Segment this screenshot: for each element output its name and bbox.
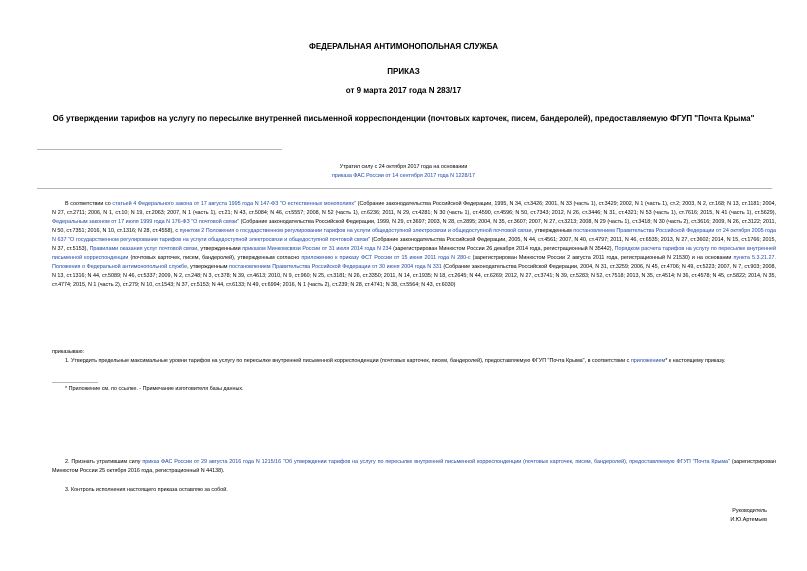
item-2: 2. Признать утратившим силу приказ ФАС России от 29 августа 2016 года N 1215/16 "Об утверждении тарифов на услугу по пересылке внутренней письменной корреспонденции (почтовых карточек, писем, бандеролей), предоставляемую ФГУП "Почта Крыма" (зарегистрирован Минюстом России 25 октября 2016 года, регистрационный N 44138). [52,459,777,475]
doc-date: от 9 марта 2017 года N 283/17 [345,86,462,95]
signer-name: И.Ю.Артемьев [730,516,767,523]
repealed-order-link[interactable]: приказ ФАС России от 29 августа 2016 года N 1215/16 "Об утверждении тарифов на услугу по пересылке внутренней письменной корреспонденции (почтовых карточек, писем, бандеролей), предоставляемую ФГУП "Почта Крыма" [142,459,730,465]
mincomsvyaz-order-link[interactable]: приказом Минкомсвязи России от 31 июля 2014 года N 234 [242,246,392,253]
fas-regulation-link[interactable]: пункта 5.3.21.27. Положения о Федеральной антимонопольной службе [52,255,776,271]
status-note [0,163,807,181]
fst-order-link[interactable]: приложению к приказу ФСТ России от 15 июня 2011 года N 280-с [301,255,471,262]
item-1: 1. Утвердить предельные максимальные уровни тарифов на услугу по пересылке внутренней письменной корреспонденции (почтовых карточек, писем, бандеролей), предоставляемую ФГУП "Почта Крыма", в соответствии с приложением* к настоящему приказу. [65,358,726,364]
note-divider [37,188,772,189]
doc-type: ПРИКАЗ [387,67,420,76]
government-decree-637-link[interactable]: постановлением Правительства Российской Федерации от 24 октября 2005 года N 637 "О государственном регулировании тарифов на услуги общедоступной электросвязи и общедоступной почтовой связи" [52,228,776,244]
status-note-text: Утратил силу с 24 октября 2017 года на основании [339,164,468,170]
repeal-order-link[interactable]: приказа ФАС России от 14 сентября 2017 года N 1228/17 [332,173,475,179]
tariff-regulation-link[interactable]: пунктом 2 Положения о государственном регулировании тарифов на услуги общедоступной электросвязи и общедоступной почтовой связи [179,228,532,235]
postal-rules-link[interactable]: Правилами оказания услуг почтовой связи [89,246,198,253]
footnote: * Приложение см. по ссылке. - Примечание изготовителя базы данных. [65,386,244,392]
calculation-procedure-link[interactable]: Порядком расчета тарифов на услугу по пересылке внутренней письменной корреспонденции [52,246,776,262]
signature-block [730,507,767,524]
agency-name: ФЕДЕРАЛЬНАЯ АНТИМОНОПОЛЬНАЯ СЛУЖБА [309,42,498,51]
title-divider [37,149,282,150]
law-176-link[interactable]: Федеральным законом от 17 июля 1999 года N 176-ФЗ "О почтовой связи" [52,219,240,226]
footnote-divider [52,382,98,383]
signer-position: Руководитель [732,508,767,514]
preamble-paragraph: В соответствии со статьей 4 Федерального закона от 17 августа 1995 года N 147-ФЗ "О естественных монополиях" (Собрание законодательства Российской Федерации, 1995, N 34, ст.3426; 2001, N 33 (часть 1), ст.3429; 2002, N 1 (часть 1), ст.2; 2003, N 2, ст.168; N 13, ст.1181; 2004, N 27, ст.2711; 2006, N 1, ст.10; N 19, ст.2063; 2007, N 1 (часть 1), ст.21; N 43, ст.5084; N 46, ст.5557; 2008, N 52 (часть 1), ст.6236; 2011, N 29, ст.4281; N 30 (часть 1), ст.4590, ст.4596; N 50, ст.7343; 2012, N 26, ст.3446; N 31, ст.4321; N 53 (часть 1), ст.7616; 2015, N 41 (часть 1), ст.5629), Федеральным законом от 17 июля 1999 года N 176-ФЗ "О почтовой связи" (Собрание законодательства Российской Федерации, 1999, N 29, ст.3697; 2003, N 28, ст.2895; 2004, N 35, ст.3607; 2007, N 27, ст.3213; 2008, N 29 (часть 1), ст.3418; N 30 (часть 2), ст.3616; 2009, N 26, ст.3122; 2011, N 50, ст.7351; 2016, N 10, ст.1316; N 28, ст.4558), с пунктом 2 Положения о государственном регулировании тарифов на услуги общедоступной электросвязи и общедоступной почтовой связи, утвержденным постановлением Правительства Российской Федерации от 24 октября 2005 года N 637 "О государственном регулировании тарифов на услуги общедоступной электросвязи и общедоступной почтовой связи" (Собрание законодательства Российской Федерации, 2005, N 44, ст.4561; 2007, N 40, ст.4797; 2011, N 46, ст.6535; 2013, N 27, ст.3602; 2014, N 15, ст.1766; 2015, N 37, ст.5153), Правилами оказания услуг почтовой связи, утвержденными приказом Минкомсвязи России от 31 июля 2014 года N 234 (зарегистрирован Минюстом России 26 декабря 2014 года, регистрационный N 35442), Порядком расчета тарифов на услугу по пересылке внутренней письменной корреспонденции (почтовых карточек, писем, бандеролей), утвержденным согласно приложению к приказу ФСТ России от 15 июня 2011 года N 280-с (зарегистрирован Минюстом России 2 августа 2011 года, регистрационный N 21530) и на основании пункта 5.3.21.27. Положения о Федеральной антимонопольной службе, утвержденным постановлением Правительства Российской Федерации от 30 июня 2004 года N 331 (Собрание законодательства Российской Федерации, 2004, N 31, ст.3259; 2006, N 45, ст.4706; N 49, ст.5223; 2007, N 7, ст.903; 2008, N 13, ст.1316; N 44, ст.5089; N 46, ст.5337; 2009, N 2, ст.248; N 3, ст.378; N 39, ст.4613; 2010, N 9, ст.960; N 25, ст.3181; N 26, ст.3350; 2011, N 14, ст.1935; N 18, ст.2645; N 44, ст.6269; 2012, N 27, ст.3741; N 39, ст.5283; N 52, ст.7518; 2013, N 35, ст.4514; N 36, ст.4578; N 45, ст.5822; 2014, N 35, ст.4774; 2015, N 1 (часть 2), ст.279; N 10, ст.1543; N 37, ст.5153; N 44, ст.6133; N 49, ст.6994; 2016, N 1 (часть 2), ст.239; N 28, ст.4741; N 38, ст.5564; N 43, ст.6030) [52,201,777,289]
appendix-link[interactable]: приложением [630,358,666,364]
law-147-link[interactable]: статьей 4 Федерального закона от 17 августа 1995 года N 147-ФЗ "О естественных монополиях" [112,201,357,207]
item-3: 3. Контроль исполнения настоящего приказа оставляю за собой. [65,487,228,493]
order-word: приказываю: [52,349,85,355]
government-decree-331-link[interactable]: постановлением Правительства Российской Федерации от 30 июня 2004 года N 331 [229,264,442,271]
page-title: Об утверждении тарифов на услугу по пересылке внутренней письменной корреспонденции (почтовых карточек, писем, бандеролей), предоставляемую ФГУП "Почта Крыма" [52,114,755,123]
